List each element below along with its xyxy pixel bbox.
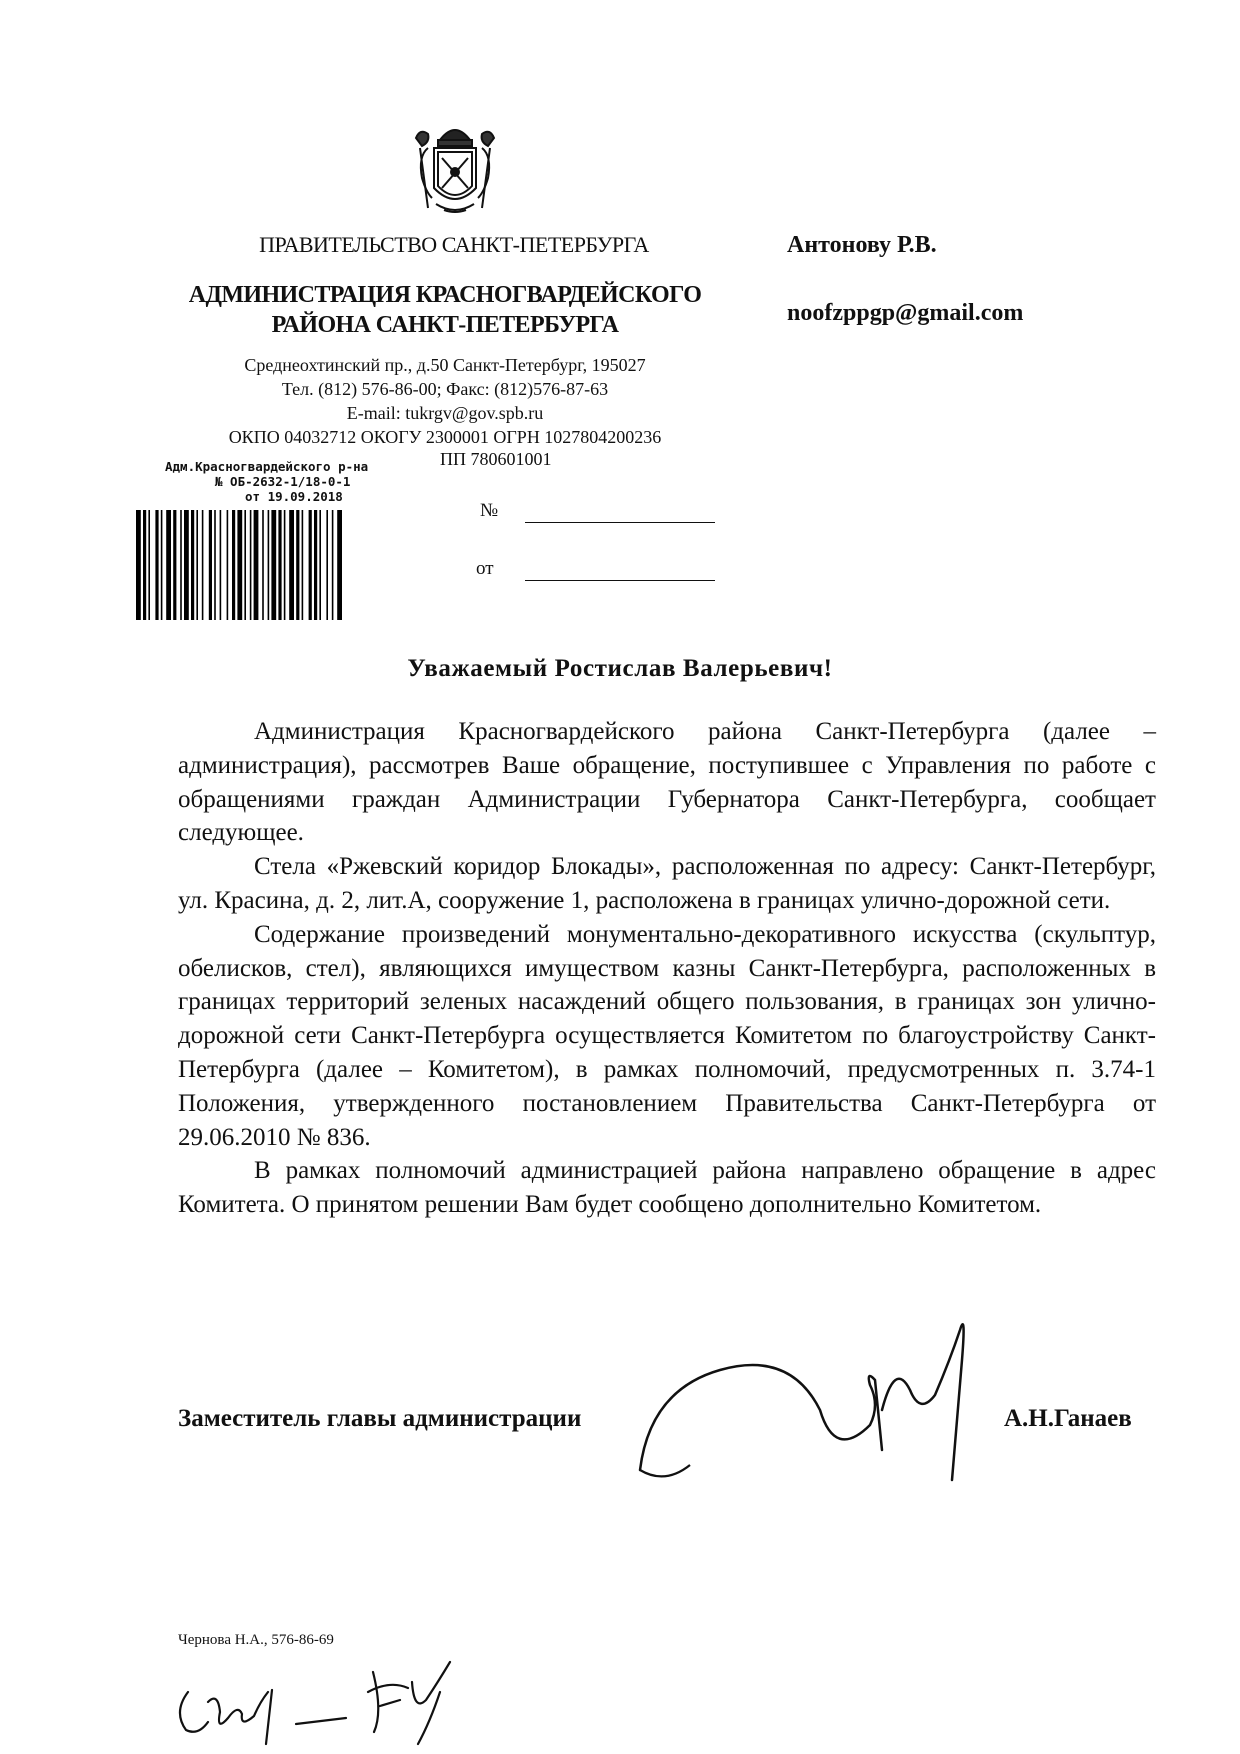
coat-of-arms-emblem xyxy=(400,118,510,218)
handwritten-signature xyxy=(620,1300,990,1500)
barcode-bar xyxy=(196,510,198,620)
barcode-bar xyxy=(191,510,194,620)
barcode-bar xyxy=(289,510,294,620)
letter-paragraph: Стела «Ржевский коридор Блокады», расположенная по адресу: Санкт-Петербург, ул. Красина, д. 2, лит.А, сооружение 1, расположена в границах улично-дорожной сети. xyxy=(178,853,1156,914)
phone-fax: Тел. (812) 576-86-00; Факс: (812)576-87-63 xyxy=(281,379,609,399)
barcode-bar xyxy=(227,510,229,620)
registration-stamp xyxy=(165,459,368,504)
administration-name-line2: РАЙОНА САНКТ-ПЕТЕРБУРГА xyxy=(271,312,619,338)
barcode-bar xyxy=(268,510,270,620)
barcode-bar xyxy=(296,510,299,620)
barcode-bar xyxy=(136,510,141,620)
signatory-position: Заместитель главы администрации xyxy=(178,1405,582,1432)
barcode-bar xyxy=(209,510,212,620)
barcode-bar xyxy=(326,510,328,620)
barcode xyxy=(136,510,466,620)
barcode-bar xyxy=(302,510,304,620)
barcode-bar xyxy=(337,510,342,620)
barcode-bar xyxy=(173,510,176,620)
barcode-bar xyxy=(180,510,182,620)
barcode-bar xyxy=(166,510,171,620)
barcode-bar xyxy=(309,510,312,620)
barcode-bar xyxy=(143,510,146,620)
barcode-bar xyxy=(271,510,276,620)
barcode-bar xyxy=(314,510,317,620)
signatory-name: А.Н.Ганаев xyxy=(1004,1405,1132,1432)
outgoing-date-label: от xyxy=(476,558,494,579)
administration-name-line1: АДМИНИСТРАЦИЯ КРАСНОГВАРДЕЙСКОГО xyxy=(188,282,702,308)
administration-name xyxy=(180,280,710,340)
barcode-bar xyxy=(184,510,189,620)
stamp-org: Адм.Красногвардейского р-на xyxy=(165,459,369,474)
barcode-bar xyxy=(319,510,321,620)
letter-paragraph: В рамках полномочий администрацией района направлено обращение в адрес Комитета. О принятом решении Вам будет сообщено дополнительно Комитетом. xyxy=(178,1157,1156,1219)
outgoing-number-label: № xyxy=(480,500,499,521)
handwritten-initials xyxy=(168,1652,528,1748)
barcode-bar xyxy=(161,510,163,620)
contact-block xyxy=(190,353,700,449)
barcode-bar xyxy=(155,510,158,620)
barcode-bar xyxy=(284,510,286,620)
email: E-mail: tukrgv@gov.spb.ru xyxy=(346,403,544,423)
letter-paragraph: Администрация Красногвардейского района Санкт-Петербурга (далее – администрация), рассмотрев Ваше обращение, поступившее с Управления по работе с обращениями граждан Администрации Губернатора Санкт-Петербурга, сообщает следующее. xyxy=(178,718,1156,847)
barcode-bar xyxy=(244,510,246,620)
executor-contact: Чернова Н.А., 576-86-69 xyxy=(178,1632,334,1648)
greeting: Уважаемый Ростислав Валерьевич! xyxy=(407,655,833,682)
address: Среднеохтинский пр., д.50 Санкт-Петербург, 195027 xyxy=(244,355,646,375)
barcode-bar xyxy=(332,510,334,620)
stamp-number: № ОБ-2632-1/18-0-1 xyxy=(215,474,351,489)
addressee-name: Антонову Р.В. xyxy=(787,232,937,258)
stamp-date: от 19.09.2018 xyxy=(245,489,343,504)
barcode-bar xyxy=(214,510,216,620)
letter-body xyxy=(178,715,1156,1222)
addressee-email: noofzppgp@gmail.com xyxy=(787,300,1024,326)
letter-paragraph: Содержание произведений монументально-декоративного искусства (скульптур, обелисков, стел), являющихся имуществом казны Санкт-Петербурга, расположенных в границах территорий зеленых насаждений общего пользования, в границах зон улично-дорожной сети Санкт-Петербурга осуществляется Комитетом по благоустройству Санкт-Петербурга (далее – Комитетом), в рамках полномочий, предусмотренных п. 3.74-1 Положения, утвержденного постановлением Правительства Санкт-Петербурга от 29.06.2010 № 836. xyxy=(178,920,1156,1151)
outgoing-date-line xyxy=(525,580,715,581)
barcode-bar xyxy=(232,510,235,620)
barcode-bar xyxy=(262,510,264,620)
barcode-bar xyxy=(278,510,281,620)
barcode-bar xyxy=(250,510,252,620)
kpp-code: ПП 780601001 xyxy=(440,449,552,469)
barcode-bar xyxy=(220,510,222,620)
barcode-bar xyxy=(148,510,150,620)
government-name: ПРАВИТЕЛЬСТВО САНКТ-ПЕТЕРБУРГА xyxy=(259,232,649,257)
outgoing-number-line xyxy=(525,522,715,523)
barcode-bar xyxy=(202,510,204,620)
barcode-bar xyxy=(254,510,259,620)
barcode-bar xyxy=(237,510,242,620)
registry-codes: ОКПО 04032712 ОКОГУ 2300001 ОГРН 1027804200236 xyxy=(228,427,662,447)
